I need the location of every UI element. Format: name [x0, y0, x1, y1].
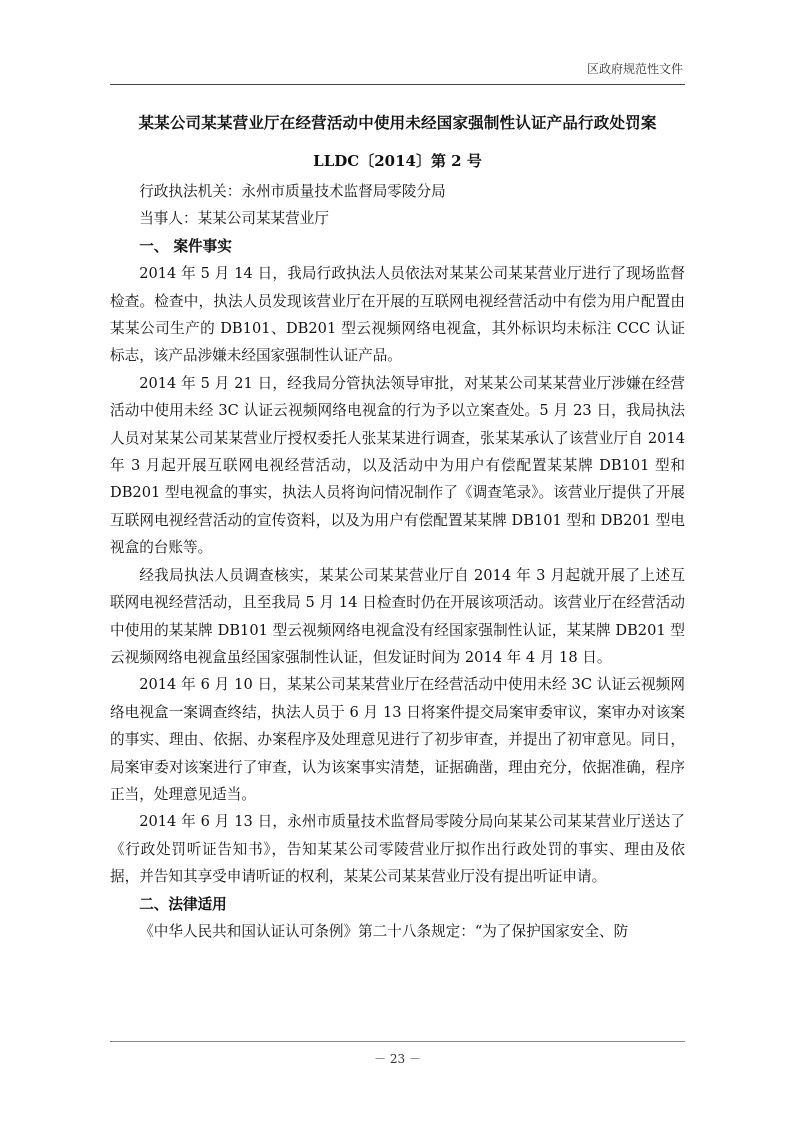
party-name: 当事人：某某公司某某营业厅 [139, 210, 329, 228]
enforcement-authority: 行政执法机关：永州市质量技术监督局零陵分局 [139, 183, 446, 200]
footer-divider [110, 1041, 685, 1042]
document-number: LLDC〔2014〕第 2 号 [313, 152, 482, 170]
section-heading-facts: 一、 案件事实 [139, 237, 232, 255]
paragraph-case-filing: 2014 年 5 月 21 日，经我局分管执法领导审批，对某某公司某某营业厅涉嫌在经营活动中使用未经 3C 认证云视频网络电视盒的行为予以立案查处。5 月 23 日，我局执法人员对某某公司某某营业厅授权委托人张某某进行调查，张某某承认了该营业厅自 2014 年 3 月起开展互联网电视经营活动，以及活动中为用户有偿配置某某牌 DB101 型和 DB201 型电视盒的事实，执法人员将询问情况制作了《调查笔录》。该营业厅提供了开展互联网电视经营活动的宣传资料，以及为用户有偿配置某某牌 DB101 型和 DB201 型电视盒的台账等。 [110, 374, 685, 557]
paragraph-law-citation: 《中华人民共和国认证认可条例》第二十八条规定：“为了保护国家安全、防 [139, 922, 629, 940]
paragraph-inspection: 2014 年 5 月 14 日，我局行政执法人员依法对某某公司某某营业厅进行了现场监督检查。检查中，执法人员发现该营业厅在开展的互联网电视经营活动中有偿为用户配置由某某公司生产的 DB101、DB201 型云视频网络电视盒，其外标识均未标注 CCC 认证标志，该产品涉嫌未经国家强制性认证产品。 [110, 265, 685, 365]
header-divider [110, 84, 685, 85]
paragraph-review: 2014 年 6 月 10 日，某某公司某某营业厅在经营活动中使用未经 3C 认证云视频网络电视盒一案调查终结，执法人员于 6 月 13 日将案件提交局案审委审议，案审办对该案的事实、理由、依据、办案程序及处理意见进行了初步审查，并提出了初审意见。同日，局案审委对该案进行了审查，认为该案事实清楚，证据确凿，理由充分，依据准确，程序正当，处理意见适当。 [110, 676, 685, 803]
paragraph-verification: 经我局执法人员调查核实，某某公司某某营业厅自 2014 年 3 月起就开展了上述互联网电视经营活动，且至我局 5 月 14 日检查时仍在开展该项活动。该营业厅在经营活动中使用的某某牌 DB101 型云视频网络电视盒没有经国家强制性认证，某某牌 DB201 型云视频网络电视盒虽经国家强制性认证，但发证时间为 2014 年 4 月 18 日。 [110, 566, 685, 666]
document-title: 某某公司某某营业厅在经营活动中使用未经国家强制性认证产品行政处罚案 [138, 114, 657, 132]
header-document-type: 区政府规范性文件 [586, 62, 683, 76]
paragraph-hearing-notice: 2014 年 6 月 13 日，永州市质量技术监督局零陵分局向某某公司某某营业厅送达了《行政处罚听证告知书》，告知某某公司零陵营业厅拟作出行政处罚的事实、理由及依据，并告知其享受申请听证的权利，某某公司某某营业厅没有提出听证申请。 [110, 813, 685, 886]
section-heading-law: 二、法律适用 [139, 895, 227, 913]
page-number: － 23 － [374, 1052, 421, 1066]
document-body [110, 178, 685, 945]
